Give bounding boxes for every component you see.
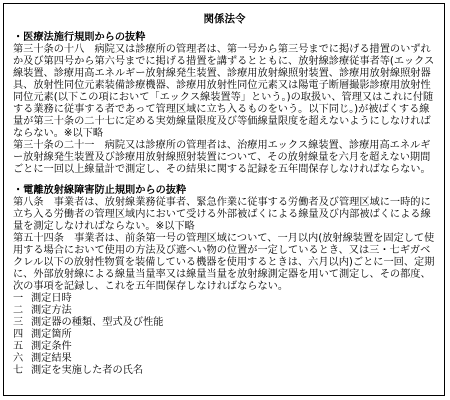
item-number: 六 — [13, 353, 24, 364]
list-item — [13, 341, 436, 353]
list-item — [13, 365, 436, 377]
section-heading: ・電離放射線障害防止規則からの抜粋 — [13, 185, 187, 196]
item-text: 測定日時 — [31, 293, 72, 304]
item-number: 五 — [13, 341, 24, 352]
section-ionizing-radiation — [13, 185, 436, 377]
item-number: 四 — [13, 329, 24, 340]
list-item — [13, 305, 436, 317]
section-medical-law — [13, 32, 436, 176]
item-number: 一 — [13, 293, 24, 304]
document-frame — [3, 3, 445, 396]
article-8: 第八条 事業者は、放射線業務従事者、緊急作業に従事する労働者及び管理区域に一時的に立ち入る労働者の管理区域内において受ける外部被ばくによる線量及び内部被ばくによる線量を測定しなければならない。※以下略 — [13, 197, 431, 232]
item-text: 測定器の種類、型式及び性能 — [31, 317, 164, 328]
item-number: 七 — [13, 365, 24, 376]
article-54: 第五十四条 事業者は、前条第一号の管理区域について、一月以内(放射線装置を固定して使用する場合において使用の方法及び遮へい物の位置が一定しているとき、又は三・七ギガベクレル以下の放射性物質を装備している機器を使用するときは、六月以内)ごとに一回、定期に、外部放射線による線量当量率又は線量当量を放射線測定器を用いて測定し、その都度、次の事項を記録し、これを五年間保存しなければならない。 — [13, 233, 435, 292]
section-heading: ・医療法施行規則からの抜粋 — [13, 32, 146, 43]
item-number: 三 — [13, 317, 24, 328]
item-text: 測定条件 — [31, 341, 72, 352]
item-text: 測定箇所 — [31, 329, 72, 340]
document-title: 関係法令 — [203, 13, 246, 25]
list-item — [13, 329, 436, 341]
list-item — [13, 353, 436, 365]
article-30-21: 第三十条の二十一 病院又は診療所の管理者は、治療用エックス線装置、診療用高エネルギー放射線発生装置及び診療用放射線照射装置について、その放射線量を六月を超えない期間ごとに一回以上線量計で測定し、その結果に関する記録を五年間保存しなければならない。 — [13, 140, 431, 175]
article-30-18: 第三十条の十八 病院又は診療所の管理者は、第一号から第三号までに掲げる措置のいずれか及び第四号から第六号までに掲げる措置を講ずるとともに、放射線診療従事者等(エックス線装置、診療用高エネルギー放射線発生装置、診療用放射線照射装置、診療用放射線照射器具、放射性同位元素装備診療機器、診療用放射性同位元素又は陽電子断層撮影診療用放射性同位元素(以下この項において「エックス線装置等」という。)の取扱い、管理又はこれに付随する業務に従事する者であって管理区域に立ち入るものをいう。以下同じ。)が被ばくする線量が第三十条の二十七に定める実効線量限度及び等価線量限度を超えないようにしなければならない。※以下略 — [13, 44, 435, 139]
item-text: 測定を実施した者の氏名 — [31, 365, 144, 376]
list-item — [13, 317, 436, 329]
list-item — [13, 293, 436, 305]
record-items-list — [13, 293, 436, 377]
item-text: 測定結果 — [31, 353, 72, 364]
item-text: 測定方法 — [31, 305, 72, 316]
item-number: 二 — [13, 305, 24, 316]
